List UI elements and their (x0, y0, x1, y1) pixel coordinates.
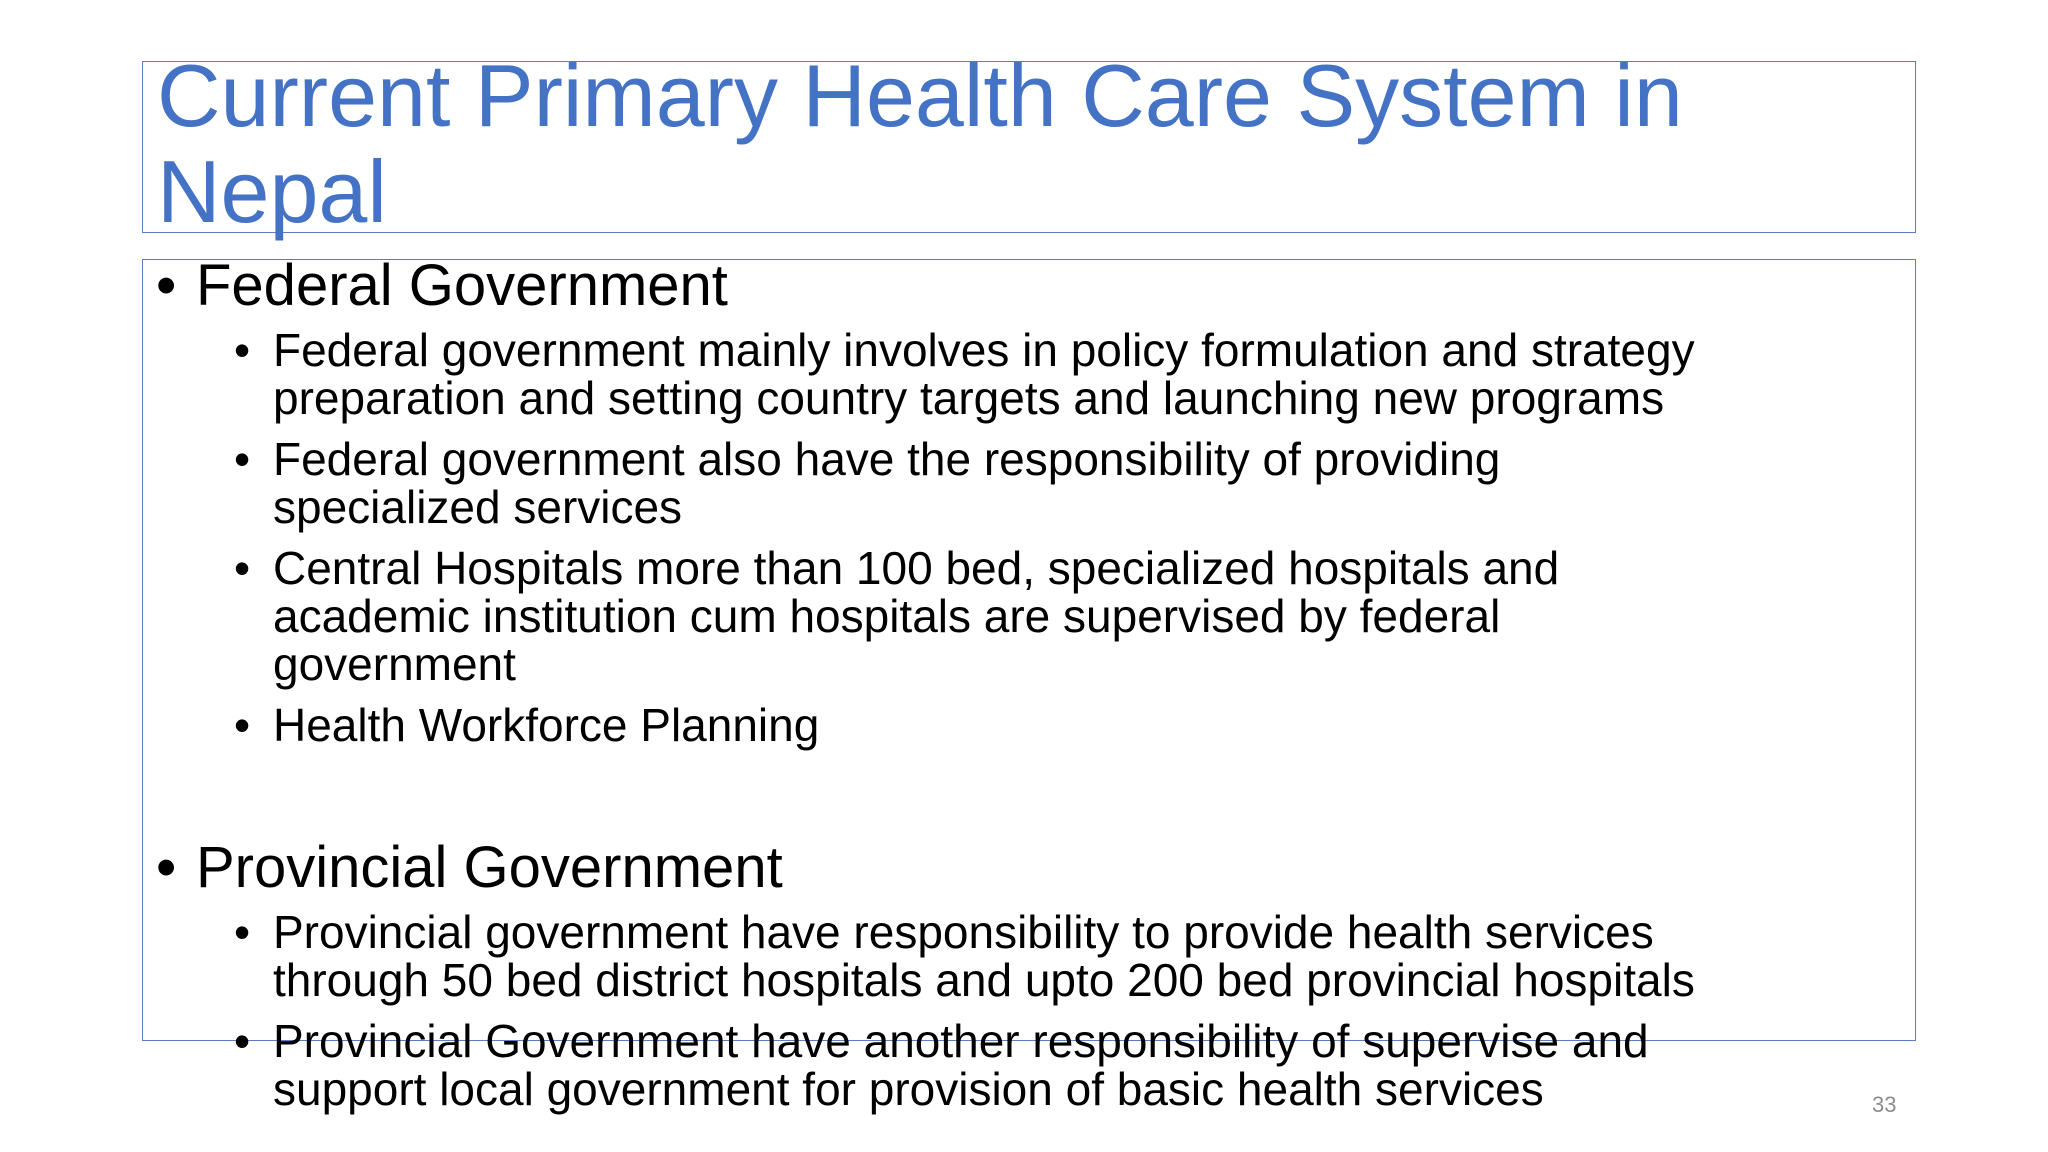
slide-title (157, 48, 1683, 240)
slide-number: 33 (1872, 1092, 1897, 1117)
list-item: • Federal government mainly involves in policy formulation and strategy preparation and setting country targets and launching new programs (234, 324, 1695, 424)
title-line-1: Current Primary Health Care System in (157, 46, 1683, 145)
federal-items (142, 326, 1695, 749)
section-provincial (142, 836, 1695, 1113)
list-item: • Health Workforce Planning (234, 699, 820, 751)
bullet-icon: • (234, 1015, 251, 1067)
section-heading-provincial: • Provincial Government (156, 835, 783, 900)
title-line-2: Nepal (157, 142, 387, 241)
list-item: • Central Hospitals more than 100 bed, specialized hospitals and academic institution cum hospitals are supervised by federal government (234, 542, 1560, 690)
bullet-icon: • (156, 253, 177, 318)
bullet-icon: • (234, 433, 251, 485)
bullet-icon: • (156, 835, 177, 900)
section-heading-federal: • Federal Government (156, 253, 728, 318)
list-item: • Provincial Government have another responsibility of supervise and support local government for provision of basic health services (234, 1015, 1649, 1115)
provincial-items (142, 908, 1695, 1113)
title-placeholder-box (142, 46, 1916, 241)
bullet-icon: • (234, 906, 251, 958)
section-federal (142, 254, 1695, 749)
bullet-icon: • (234, 542, 251, 594)
list-item: • Federal government also have the responsibility of providing specialized services (234, 433, 1501, 533)
list-item: • Provincial government have responsibility to provide health services through 50 bed district hospitals and upto 200 bed provincial hospitals (234, 906, 1695, 1006)
bullet-icon: • (234, 699, 251, 751)
bullet-icon: • (234, 324, 251, 376)
